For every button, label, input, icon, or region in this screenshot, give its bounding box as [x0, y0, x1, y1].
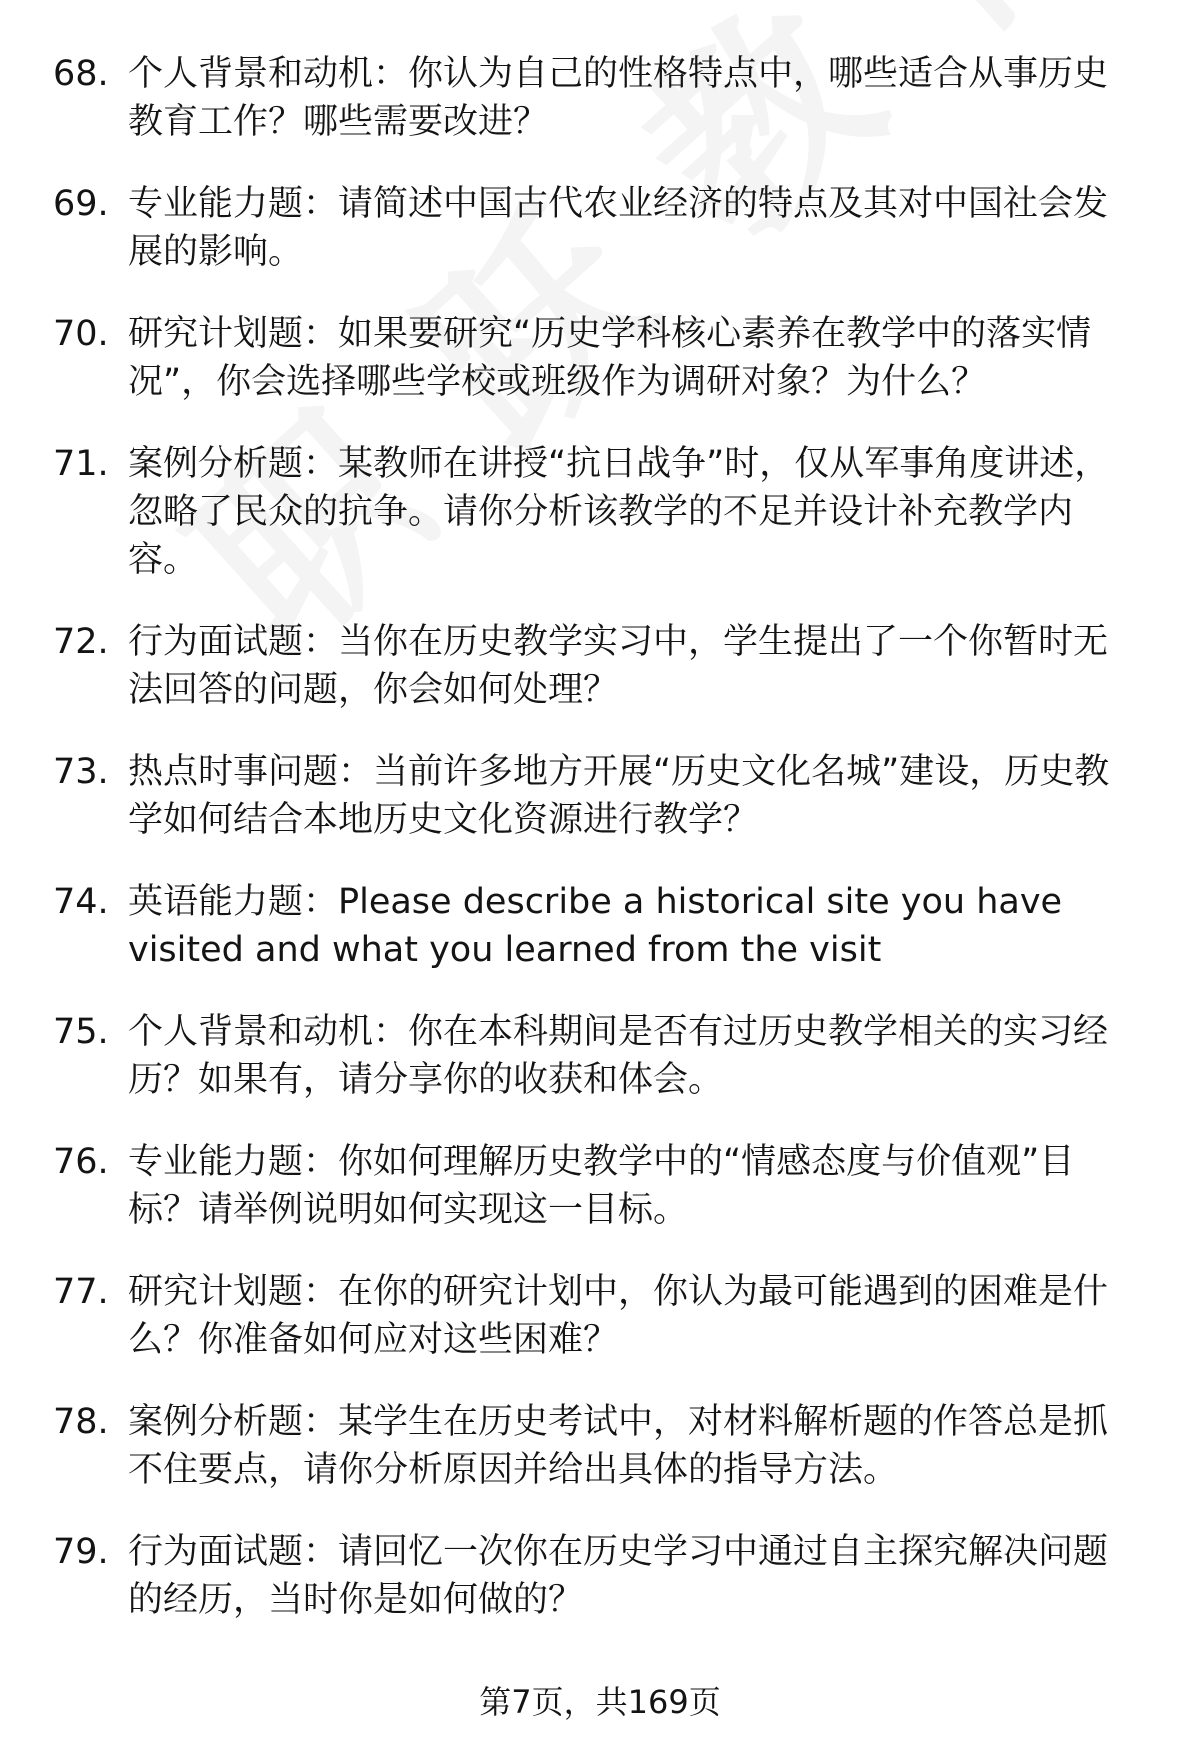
question-number: 74. — [53, 882, 109, 922]
list-item — [0, 180, 1200, 276]
question-number: 78. — [53, 1402, 109, 1442]
question-text: 英语能力题：Please describe a historical site you have visited and what you learned from the visit — [128, 882, 1063, 970]
question-number: 70. — [53, 314, 109, 354]
list-item — [0, 1398, 1200, 1494]
page-footer: 第7页，共169页 — [479, 1683, 721, 1721]
question-number: 79. — [53, 1532, 109, 1572]
question-number: 73. — [53, 752, 109, 792]
list-item — [0, 50, 1200, 146]
list-item — [0, 310, 1200, 406]
list-item — [0, 440, 1200, 584]
list-item — [0, 1138, 1200, 1234]
question-number: 72. — [53, 622, 109, 662]
list-item — [0, 618, 1200, 714]
question-text: 行为面试题：请回忆一次你在历史学习中通过自主探究解决问题的经历，当时你是如何做的？ — [128, 1532, 1109, 1620]
question-number: 76. — [53, 1142, 109, 1182]
question-text: 行为面试题：当你在历史教学实习中，学生提出了一个你暂时无法回答的问题，你会如何处理？ — [128, 622, 1109, 710]
question-text: 热点时事问题：当前许多地方开展“历史文化名城”建设，历史教学如何结合本地历史文化资源进行教学？ — [128, 752, 1110, 840]
list-item — [0, 1008, 1200, 1104]
list-item — [0, 1268, 1200, 1364]
list-item — [0, 878, 1200, 974]
question-number: 77. — [53, 1272, 109, 1312]
question-number: 68. — [53, 54, 109, 94]
question-text: 研究计划题：在你的研究计划中，你认为最可能遇到的困难是什么？你准备如何应对这些困难？ — [128, 1272, 1109, 1360]
question-number: 69. — [53, 184, 109, 224]
question-number: 75. — [53, 1012, 109, 1052]
question-list — [0, 50, 1200, 1658]
question-text: 案例分析题：某教师在讲授“抗日战争”时，仅从军事角度讲述，忽略了民众的抗争。请你分析该教学的不足并设计补充教学内容。 — [128, 444, 1110, 580]
question-text: 个人背景和动机：你认为自己的性格特点中，哪些适合从事历史教育工作？哪些需要改进？ — [128, 54, 1109, 142]
list-item — [0, 1528, 1200, 1624]
question-text: 专业能力题：你如何理解历史教学中的“情感态度与价值观”目标？请举例说明如何实现这一目标。 — [128, 1142, 1075, 1230]
question-text: 案例分析题：某学生在历史考试中，对材料解析题的作答总是抓不住要点，请你分析原因并给出具体的指导方法。 — [128, 1402, 1109, 1490]
question-text: 专业能力题：请简述中国古代农业经济的特点及其对中国社会发展的影响。 — [128, 184, 1109, 272]
question-number: 71. — [53, 444, 109, 484]
question-text: 研究计划题：如果要研究“历史学科核心素养在教学中的落实情况”，你会选择哪些学校或班级作为调研对象？为什么？ — [128, 314, 1092, 402]
list-item — [0, 748, 1200, 844]
question-text: 个人背景和动机：你在本科期间是否有过历史教学相关的实习经历？如果有，请分享你的收获和体会。 — [128, 1012, 1109, 1100]
